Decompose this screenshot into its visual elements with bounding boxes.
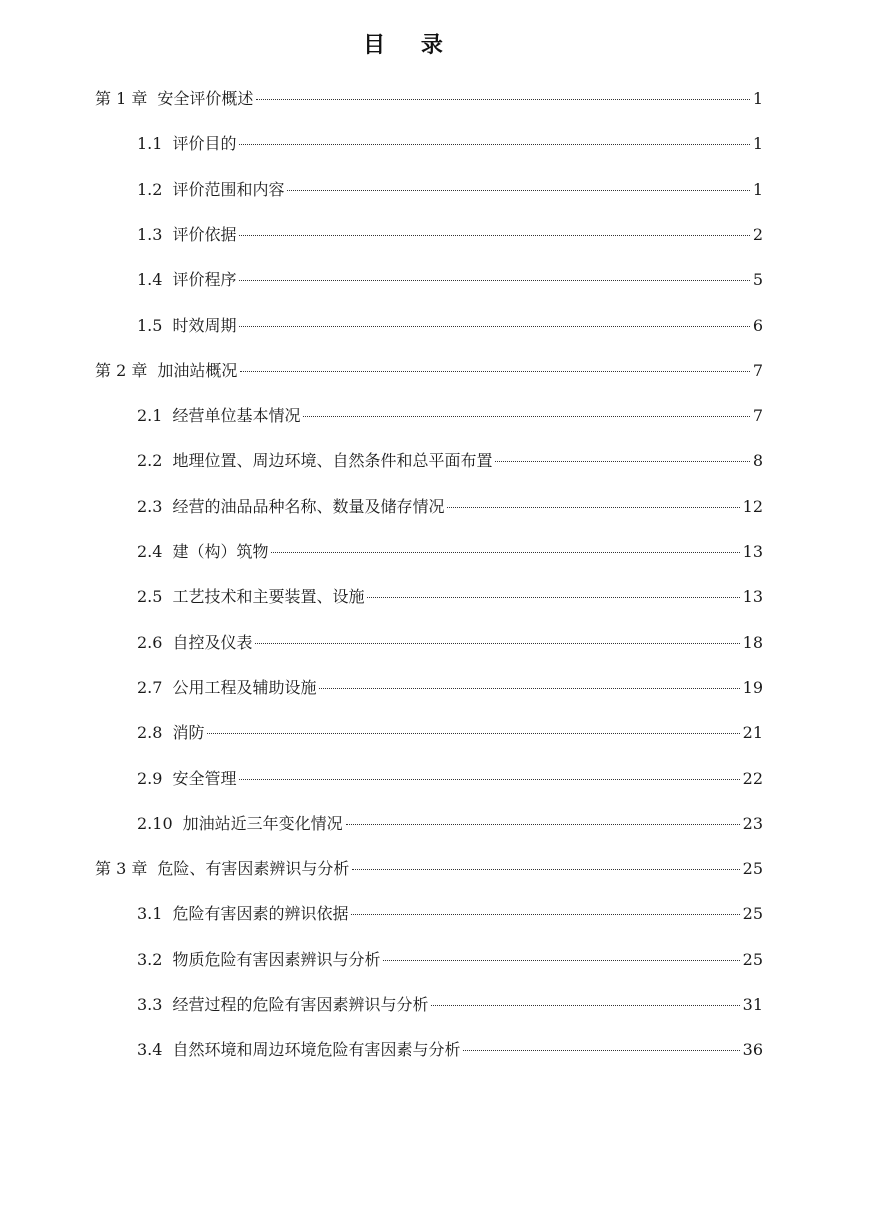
- toc-page-number: 19: [742, 677, 763, 697]
- toc-entry-title: 经营过程的危险有害因素辨识与分析: [172, 995, 429, 1014]
- toc-section-entry[interactable]: [137, 586, 763, 608]
- toc-entry-number: 1.5: [137, 315, 163, 335]
- toc-chapter-entry[interactable]: [95, 858, 763, 880]
- dot-leader: [346, 824, 740, 825]
- dot-leader: [239, 779, 739, 780]
- dot-leader: [239, 235, 749, 236]
- toc-entry-title: 经营单位基本情况: [172, 406, 301, 426]
- toc-page-number: 25: [742, 949, 763, 969]
- toc-page-number: 22: [742, 768, 763, 788]
- dot-leader: [351, 914, 739, 915]
- toc-page-number: 7: [752, 360, 763, 380]
- toc-entry-label: [137, 224, 236, 246]
- dot-leader: [271, 552, 739, 553]
- toc-entry-number: 2.4: [137, 542, 163, 561]
- dot-leader: [383, 960, 739, 961]
- toc-entry-number: 1.4: [137, 270, 163, 290]
- toc-section-entry[interactable]: [137, 768, 763, 790]
- toc-section-entry[interactable]: [137, 496, 763, 518]
- toc-entry-label: [95, 858, 349, 880]
- toc-entry-number: 3.1: [137, 904, 163, 924]
- toc-entry-label: [137, 586, 364, 608]
- toc-section-entry[interactable]: [137, 541, 763, 563]
- toc-page-number: 13: [742, 587, 763, 607]
- toc-section-entry[interactable]: [137, 722, 763, 744]
- toc-entry-number: 1.3: [137, 224, 163, 244]
- toc-entry-number: 第 2 章: [95, 360, 148, 380]
- toc-entry-label: [137, 541, 268, 563]
- toc-entry-title: 建（构）筑物: [172, 542, 269, 561]
- dot-leader: [239, 144, 749, 145]
- toc-entry-title: 自控及仪表: [172, 632, 253, 652]
- toc-section-entry[interactable]: [137, 224, 763, 246]
- toc-page-number: 1: [752, 179, 763, 199]
- toc-page-number: 13: [742, 542, 763, 561]
- toc-entry-title: 公用工程及辅助设施: [172, 677, 317, 697]
- toc-page-number: 31: [742, 995, 763, 1014]
- dot-leader: [255, 643, 739, 644]
- toc-entry-number: 第 1 章: [95, 89, 148, 108]
- toc-entry-title: 安全管理: [172, 768, 237, 788]
- toc-entry-number: 2.2: [137, 451, 163, 471]
- toc-page-number: 18: [742, 632, 763, 652]
- toc-page-number: 21: [742, 723, 763, 743]
- toc-entry-label: [137, 496, 444, 518]
- toc-section-entry[interactable]: [137, 994, 763, 1016]
- dot-leader: [463, 1050, 739, 1051]
- toc-entry-label: [137, 768, 236, 790]
- toc-page-number: 8: [752, 451, 763, 471]
- toc-section-entry[interactable]: [137, 903, 763, 925]
- toc-entry-label: [95, 88, 253, 110]
- toc-entry-title: 自然环境和周边环境危险有害因素与分析: [172, 1040, 461, 1060]
- toc-page-number: 36: [742, 1040, 763, 1060]
- toc-entry-title: 评价目的: [172, 134, 237, 154]
- toc-section-entry[interactable]: [137, 179, 763, 201]
- toc-page-number: 12: [742, 496, 763, 516]
- toc-entry-title: 安全评价概述: [157, 89, 254, 108]
- toc-entry-number: 2.9: [137, 768, 163, 788]
- toc-entry-number: 2.6: [137, 632, 163, 652]
- toc-entry-label: [137, 133, 236, 155]
- toc-entry-title: 评价程序: [172, 270, 237, 290]
- dot-leader: [256, 99, 749, 100]
- toc-entry-number: 2.5: [137, 587, 163, 607]
- toc-entry-label: [137, 315, 236, 337]
- toc-page-number: 1: [752, 89, 763, 108]
- toc-page-number: 6: [752, 315, 763, 335]
- toc-entry-number: 2.3: [137, 496, 163, 516]
- toc-entry-label: [137, 405, 300, 427]
- toc-page-number: 7: [752, 406, 763, 426]
- toc-entry-title: 工艺技术和主要装置、设施: [172, 587, 365, 607]
- toc-entry-label: [137, 450, 492, 472]
- toc-entry-title: 地理位置、周边环境、自然条件和总平面布置: [172, 451, 493, 471]
- toc-section-entry[interactable]: [137, 269, 763, 291]
- toc-entry-number: 3.2: [137, 949, 163, 969]
- dot-leader: [239, 326, 749, 327]
- dot-leader: [447, 507, 739, 508]
- toc-section-entry[interactable]: [137, 813, 763, 835]
- dot-leader: [495, 461, 749, 462]
- toc-section-entry[interactable]: [137, 949, 763, 971]
- toc-entry-title: 消防: [172, 723, 205, 743]
- toc-page-number: 25: [742, 904, 763, 924]
- toc-entry-label: [137, 677, 316, 699]
- toc-entry-title: 加油站近三年变化情况: [182, 813, 343, 833]
- toc-entry-title: 评价依据: [172, 224, 237, 244]
- toc-entry-label: [137, 179, 284, 201]
- toc-section-entry[interactable]: [137, 133, 763, 155]
- dot-leader: [239, 280, 749, 281]
- toc-entry-label: [137, 269, 236, 291]
- toc-section-entry[interactable]: [137, 632, 763, 654]
- toc-page-number: 25: [742, 859, 763, 879]
- toc-entry-number: 2.8: [137, 723, 163, 743]
- toc-entry-number: 3.3: [137, 995, 163, 1014]
- dot-leader: [207, 733, 739, 734]
- dot-leader: [367, 597, 739, 598]
- toc-entry-number: 2.7: [137, 677, 163, 697]
- toc-entry-label: [137, 994, 428, 1016]
- toc-section-entry[interactable]: [137, 450, 763, 472]
- toc-entry-label: [137, 813, 343, 835]
- dot-leader: [319, 688, 739, 689]
- toc-entry-number: 2.1: [137, 406, 163, 426]
- dot-leader: [287, 190, 749, 191]
- toc-entry-number: 1.1: [137, 134, 163, 154]
- toc-entry-label: [137, 903, 348, 925]
- toc-entry-label: [95, 360, 237, 382]
- toc-entry-number: 第 3 章: [95, 859, 148, 879]
- toc-entry-title: 经营的油品品种名称、数量及储存情况: [172, 496, 445, 516]
- toc-chapter-entry[interactable]: [95, 360, 763, 382]
- toc-section-entry[interactable]: [137, 315, 763, 337]
- toc-page-number: 2: [752, 224, 763, 244]
- toc-entry-title: 时效周期: [172, 315, 237, 335]
- toc-chapter-entry[interactable]: [95, 88, 763, 110]
- dot-leader: [303, 416, 749, 417]
- toc-page-number: 1: [752, 134, 763, 154]
- toc-entry-title: 危险、有害因素辨识与分析: [157, 859, 350, 879]
- dot-leader: [240, 371, 749, 372]
- toc-entry-label: [137, 949, 380, 971]
- toc-section-entry[interactable]: [137, 1039, 763, 1061]
- toc-page-number: 5: [752, 270, 763, 290]
- toc-entry-title: 加油站概况: [157, 360, 238, 380]
- toc-entry-label: [137, 1039, 460, 1061]
- toc-section-entry[interactable]: [137, 677, 763, 699]
- dot-leader: [431, 1005, 739, 1006]
- toc-section-entry[interactable]: [137, 405, 763, 427]
- toc-entry-title: 评价范围和内容: [172, 179, 285, 199]
- dot-leader: [352, 869, 739, 870]
- toc-entry-number: 2.10: [137, 813, 173, 833]
- page-title: 目 录: [363, 33, 457, 58]
- toc-page-number: 23: [742, 813, 763, 833]
- toc-entry-number: 3.4: [137, 1040, 163, 1060]
- toc-entry-label: [137, 632, 252, 654]
- toc-entry-number: 1.2: [137, 179, 163, 199]
- toc-entry-title: 物质危险有害因素辨识与分析: [172, 949, 381, 969]
- toc-entry-label: [137, 722, 204, 744]
- toc-entry-title: 危险有害因素的辨识依据: [172, 904, 349, 924]
